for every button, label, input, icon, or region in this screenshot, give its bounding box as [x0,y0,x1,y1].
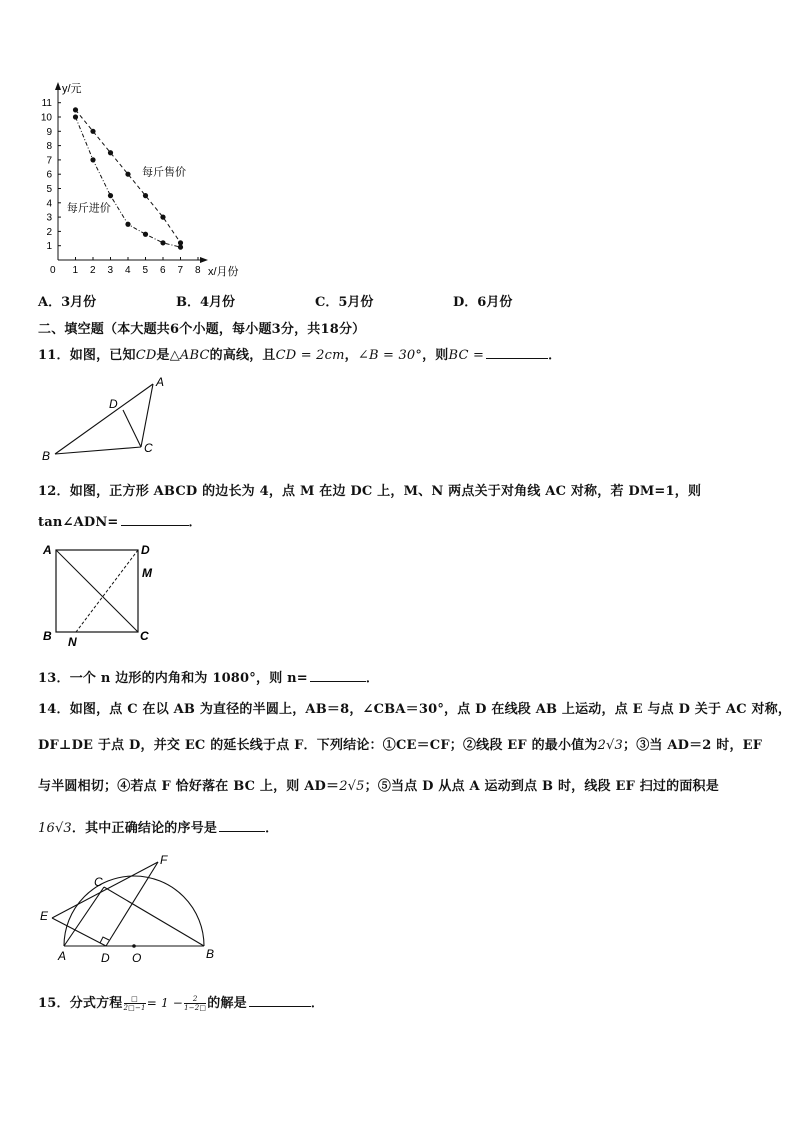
y-tick-label: 9 [46,126,52,138]
choice-a[interactable]: A．3月份 [38,295,97,310]
data-point-series-1 [143,193,148,198]
x-axis-arrow [200,257,208,263]
question-14-line2 [38,734,762,753]
y-axis-arrow [55,82,61,90]
q11-end: ． [548,348,562,363]
q11-label-a: A [156,375,165,389]
choice-c[interactable]: C．5月份 [315,295,374,310]
data-point-series-1 [73,107,78,112]
q12-answer-blank[interactable] [121,513,189,526]
data-point-series-2 [73,114,78,119]
q14-right-angle-mark [100,937,109,943]
legend-series-2: 每斤进价 [66,202,111,215]
q11-mid3: ，则 [422,348,449,363]
q14-line4b: ．其中正确结论的序号是 [71,821,218,836]
q13-answer-blank[interactable] [310,669,366,682]
q14-line-df [106,862,158,946]
x-tick-label: 2 [90,265,96,276]
q14-end: ． [265,821,279,836]
q11-label-c: C [144,441,153,455]
x-tick-label: 1 [72,265,79,276]
q11-sep: ， [344,348,358,363]
x-tick-label: 6 [160,265,166,276]
q14-label-o: O [132,951,142,965]
q14-ad-value: 2√5 [339,779,365,794]
q12-diagonal-ac [56,550,138,632]
q11-mid2: 的高线，且 [209,348,276,363]
q15-fraction-2 [184,995,206,1012]
data-point-series-2 [160,240,165,245]
q11-answer-blank[interactable] [486,346,548,359]
x-axis-label: x/月份 [208,266,239,278]
q11-triangle: △ABC [169,348,210,363]
q14-label-c: C [94,875,103,889]
data-point-series-2 [178,245,183,250]
data-point-series-2 [90,157,95,162]
q14-label-f: F [160,853,168,867]
x-tick-label: 8 [195,265,201,276]
x-tick-label: 4 [125,265,131,276]
q14-min-value: 2√3 [597,738,624,753]
y-tick-label: 4 [46,198,52,210]
q11-side-ab [55,384,153,454]
y-tick-label: 8 [46,141,52,153]
q14-label-d: D [101,951,110,965]
q15-frac1-den: 2□−1 [123,1004,146,1012]
q14-center-o [132,944,136,948]
data-point-series-2 [143,232,148,237]
q15-frac2-num: 2 [184,995,206,1004]
y-tick-label: 6 [46,169,52,181]
q11-label-b: B [42,449,51,463]
x-tick-label: 7 [177,265,184,276]
q12-tan: tan∠ADN= [38,515,119,530]
q14-line-ed [52,918,106,946]
question-14-line1: 14．如图，点 C 在以 AB 为直径的半圆上，AB＝8，∠CBA＝30°，点 D 在线段 AB 上运动，点 E 与点 D 关于 AC 对称， [38,702,792,717]
q14-label-a: A [58,949,67,963]
q15-end: ． [310,996,325,1011]
y-tick-label: 7 [46,155,52,167]
q14-area-value: 16√3 [38,821,72,836]
choice-b[interactable]: B．4月份 [176,295,236,310]
q11-prefix: 11．如图，已知 [38,348,136,363]
q11-height-cd [123,410,141,447]
q11-label-d: D [109,397,118,411]
price-chart [30,78,250,278]
data-point-series-1 [90,129,95,134]
q15-frac2-den: 1−2□ [184,1004,207,1012]
q15-prefix: 15．分式方程 [38,996,123,1011]
choice-d[interactable]: D．6月份 [453,295,513,310]
q12-label-a: A [43,543,52,557]
q14-figure [36,850,226,968]
series-line-2 [76,117,181,247]
q12-label-n: N [68,635,77,649]
data-point-series-1 [160,215,165,220]
q12-label-d: D [141,543,150,557]
question-11 [38,344,561,363]
q14-line3a: 与半圆相切；④若点 F 恰好落在 BC 上，则 AD＝ [38,779,340,794]
q14-label-b: B [206,947,215,961]
q11-eq2: ∠B = 30° [357,348,423,363]
q11-eq1: CD = 2cm [275,348,345,363]
y-axis-label: y/元 [62,83,82,95]
q15-frac1-num: □ [124,995,146,1004]
y-tick-label: 10 [40,112,52,124]
q12-label-c: C [140,629,149,643]
question-12-line2 [38,511,202,530]
question-14-line3 [38,775,719,794]
q14-line2a: DF⊥DE 于点 D，并交 EC 的延长线于点 F．下列结论：①CE＝CF；②线段 EF 的最小值为 [38,738,598,753]
question-14-line4 [38,817,278,836]
y-tick-label: 5 [46,184,52,195]
q13-text: 13．一个 n 边形的内角和为 1080°，则 n= [38,671,308,686]
q14-line3c: ；⑤当点 D 从点 A 运动到点 B 时，线段 EF 扫过的面积是 [364,779,719,794]
question-15 [38,992,324,1012]
q12-end: ． [188,515,202,530]
q11-cd: CD [135,348,157,363]
q15-answer-blank[interactable] [249,994,311,1007]
x-tick-label: 3 [107,265,114,276]
q14-chord-bc [104,887,204,946]
q12-line-dn [76,550,138,632]
y-tick-label: 11 [41,98,52,110]
q11-side-ac [141,384,153,447]
question-12-line1: 12．如图，正方形 ABCD 的边长为 4，点 M 在边 DC 上，M、N 两点关于对角线 AC 对称，若 DM=1，则 [38,484,702,499]
data-point-series-1 [108,150,113,155]
legend-series-1: 每斤售价 [142,166,186,179]
section-heading: 二、填空题（本大题共6个小题，每小题3分，共18分） [38,322,366,337]
y-tick-label: 2 [46,226,52,238]
q13-end: ． [365,671,380,686]
q14-label-e: E [40,909,49,923]
q12-label-b: B [43,629,52,643]
q14-answer-blank[interactable] [219,819,265,832]
data-point-series-1 [125,172,130,177]
q15-fraction-1 [124,995,146,1012]
y-tick-label: 1 [46,241,52,253]
q12-label-m: M [142,566,152,580]
q11-mid1: 是 [156,348,170,363]
y-tick-label: 3 [46,212,52,224]
q15-eq: = 1 − [146,996,184,1010]
q11-bc: BC = [448,348,485,363]
x-tick-label: 5 [142,265,149,276]
q11-side-bc [55,447,141,454]
question-13 [38,667,379,686]
q11-figure [38,372,178,464]
q12-figure [40,540,170,650]
data-point-series-2 [125,222,130,227]
data-point-series-2 [108,193,113,198]
q14-line2c: ；③当 AD＝2 时，EF [623,738,763,753]
q15-suffix: 的解是 [207,996,247,1011]
x-tick-label: 0 [50,265,56,276]
